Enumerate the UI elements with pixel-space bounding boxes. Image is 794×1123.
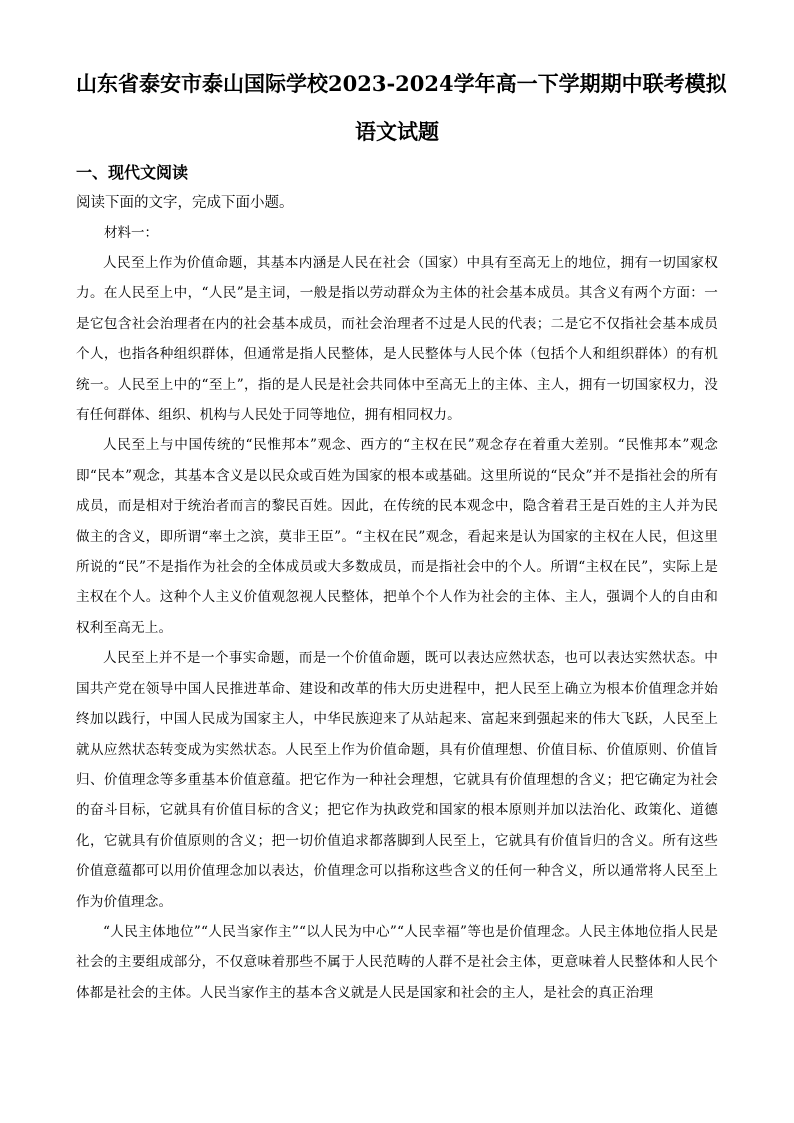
paragraph: 人民至上并不是一个事实命题，而是一个价值命题，既可以表达应然状态，也可以表达实然状态。中国共产党在领导中国人民推进革命、建设和改革的伟大历史进程中，把人民至上确立为根本价值理念并始终加以践行，中国人民成为国家主人，中华民族迎来了从站起来、富起来到强起来的伟大飞跃，人民至上就从应然状态转变成为实然状态。人民至上作为价值命题，具有价值理想、价值目标、价值原则、价值旨归、价值理念等多重基本价值意蕴。把它作为一种社会理想，它就具有价值理想的含义；把它确定为社会的奋斗目标，它就具有价值目标的含义；把它作为执政党和国家的根本原则并加以法治化、政策化、道德化，它就具有价值原则的含义；把一切价值追求都落脚到人民至上，它就具有价值旨归的含义。所有这些价值意蕴都可以用价值理念加以表达，价值理念可以指称这些含义的任何一种含义，所以通常将人民至上作为价值理念。	[76, 650, 718, 910]
paragraph: 人民至上作为价值命题，其基本内涵是人民在社会（国家）中具有至高无上的地位，拥有一切国家权力。在人民至上中，“人民”是主词，一般是指以劳动群众为主体的社会基本成员。其含义有两个方面：一是它包含社会治理者在内的社会基本成员，而社会治理者不过是人民的代表；二是它不仅指社会基本成员个人，也指各种组织群体，但通常是指人民整体，是人民整体与人民个体（包括个人和组织群体）的有机统一。人民至上中的“至上”，指的是人民是社会共同体中至高无上的主体、主人，拥有一切国家权力，没有任何群体、组织、机构与人民处于同等地位，拥有相同权力。	[76, 255, 718, 424]
material-label: 材料一：	[104, 225, 158, 241]
reading-instruction: 阅读下面的文字，完成下面小题。	[76, 195, 294, 211]
paragraph: “人民主体地位”“人民当家作主”“以人民为中心”“人民幸福”等也是价值理念。人民主体地位指人民是社会的主要组成部分，不仅意味着那些不属于人民范畴的人群不是社会主体，更意味着人民整体和人民个体都是社会的主体。人民当家作主的基本含义就是人民是国家和社会的主人，是社会的真正治理	[76, 923, 718, 1001]
section-heading: 一、现代文阅读	[76, 163, 189, 182]
paragraph: 人民至上与中国传统的“民惟邦本”观念、西方的“主权在民”观念存在着重大差别。“民惟邦本”观念即“民本”观念，其基本含义是以民众或百姓为国家的根本或基础。这里所说的“民众”并不是指社会的所有成员，而是相对于统治者而言的黎民百姓。因此，在传统的民本观念中，隐含着君王是百姓的主人并为民做主的含义，即所谓“率土之滨，莫非王臣”。“主权在民”观念，看起来是认为国家的主权在人民，但这里所说的“民”不是指作为社会的全体成员或大多数成员，而是指社会中的个人。所谓“主权在民”，实际上是主权在个人。这种个人主义价值观忽视人民整体，把单个个人作为社会的主体、主人，强调个人的自由和权利至高无上。	[76, 437, 718, 636]
document-subtitle: 语文试题	[355, 119, 439, 144]
document-title: 山东省泰安市泰山国际学校2023-2024学年高一下学期期中联考模拟	[76, 71, 727, 96]
